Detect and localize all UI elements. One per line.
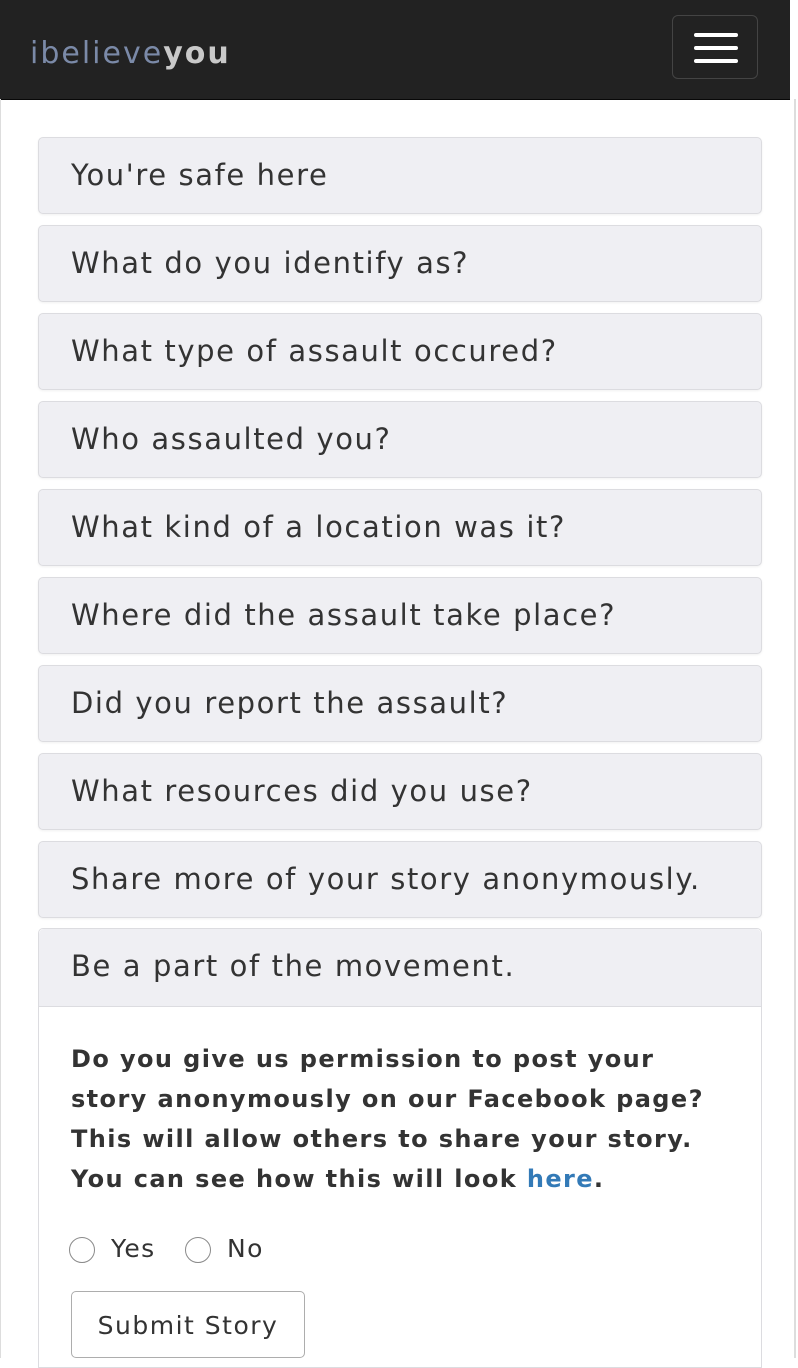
accordion-panel-movement: [38, 928, 762, 1368]
accordion-heading-label: Be a part of the movement.: [71, 949, 516, 983]
accordion-heading-safe[interactable]: [38, 137, 762, 214]
submit-story-button[interactable]: Submit Story: [71, 1291, 305, 1358]
accordion-heading-location-kind[interactable]: [38, 489, 762, 566]
navbar-toggle-button[interactable]: [672, 15, 758, 79]
hamburger-menu-icon-bar: [694, 59, 738, 63]
accordion-heading-label: Where did the assault take place?: [71, 598, 617, 632]
radio-yes[interactable]: [69, 1237, 95, 1263]
accordion-heading-share-story[interactable]: [38, 841, 762, 918]
accordion-heading-label: Share more of your story anonymously.: [71, 862, 701, 896]
accordion-heading-location[interactable]: [38, 577, 762, 654]
accordion-heading-label: You're safe here: [71, 158, 329, 192]
accordion-heading-identify[interactable]: [38, 225, 762, 302]
accordion-heading-label: What resources did you use?: [71, 774, 533, 808]
hamburger-menu-icon-bar: [694, 46, 738, 50]
accordion-heading-report[interactable]: [38, 665, 762, 742]
hamburger-menu-icon: [694, 33, 738, 37]
accordion-heading-label: What kind of a location was it?: [71, 510, 566, 544]
radio-no-label: No: [227, 1234, 264, 1263]
brand-text-secondary: you: [163, 36, 231, 71]
permission-question-end: .: [593, 1165, 605, 1193]
permission-question: [71, 1039, 731, 1199]
brand-logo[interactable]: [30, 34, 231, 74]
accordion-heading-label: Did you report the assault?: [71, 686, 509, 720]
top-navbar: [0, 0, 790, 100]
accordion-heading-assailant[interactable]: [38, 401, 762, 478]
brand-text-primary: ibelieve: [30, 36, 164, 71]
accordion-heading-assault-type[interactable]: [38, 313, 762, 390]
radio-no[interactable]: [185, 1237, 211, 1263]
accordion-heading-movement[interactable]: [39, 929, 761, 1007]
permission-question-text: Do you give us permission to post your story anonymously on our Facebook page? This will allow others to share your story. You can see how this will look: [71, 1045, 704, 1193]
preview-link[interactable]: here: [526, 1165, 594, 1193]
accordion-heading-label: What type of assault occured?: [71, 334, 558, 368]
accordion-heading-label: What do you identify as?: [71, 246, 470, 280]
radio-yes-label: Yes: [111, 1234, 156, 1263]
accordion-heading-label: Who assaulted you?: [71, 422, 392, 456]
accordion-heading-resources[interactable]: [38, 753, 762, 830]
